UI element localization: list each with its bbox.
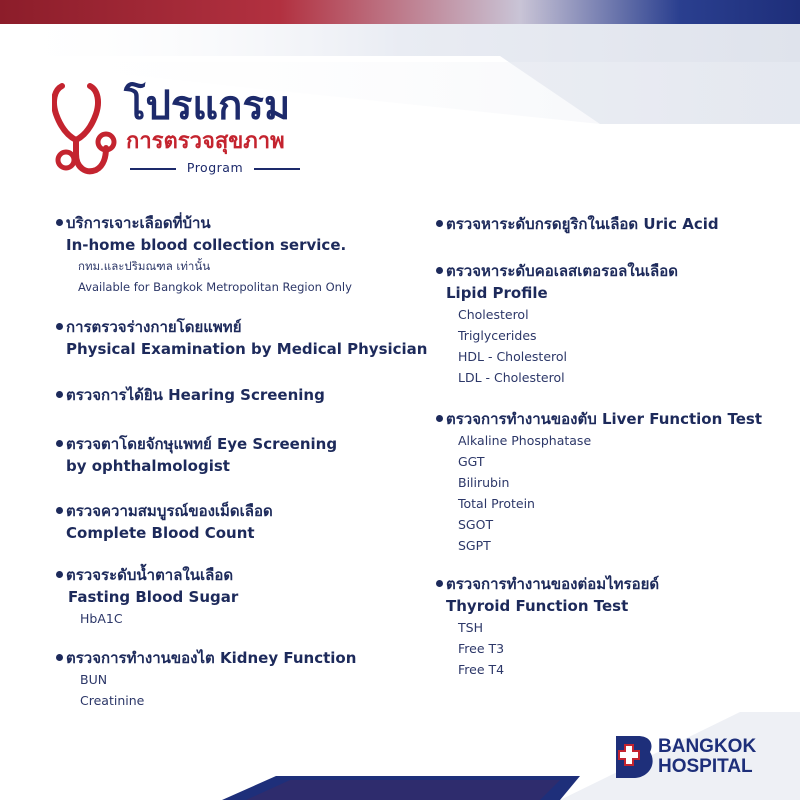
item-detail: TSH xyxy=(458,620,483,635)
item-subtitle: Lipid Profile xyxy=(446,284,548,302)
item-uric-acid xyxy=(436,213,786,235)
bullet-icon xyxy=(56,654,63,661)
item-title: ตรวจระดับน้ำตาลในเลือด xyxy=(66,566,234,584)
item-detail: กทม.และปริมณฑล เท่านั้น xyxy=(78,259,211,273)
item-detail: Bilirubin xyxy=(458,475,510,490)
item-physical-examination xyxy=(56,316,436,360)
item-title: ตรวจการทำงานของไต Kidney Function xyxy=(66,649,357,667)
item-detail: GGT xyxy=(458,454,485,469)
bangkok-hospital-logo xyxy=(614,736,774,782)
item-detail: SGPT xyxy=(458,538,491,553)
item-detail: Total Protein xyxy=(458,496,535,511)
stethoscope-icon xyxy=(52,80,120,180)
item-title: ตรวจการทำงานของตับ Liver Function Test xyxy=(446,410,763,428)
item-detail: HbA1C xyxy=(80,611,123,626)
title-subtitle: การตรวจสุขภาพ xyxy=(126,129,285,154)
program-title xyxy=(52,80,312,180)
item-fasting-blood-sugar xyxy=(56,564,436,629)
item-detail: Free T4 xyxy=(458,662,505,677)
bullet-icon xyxy=(436,220,443,227)
item-liver-function xyxy=(436,408,786,556)
bullet-icon xyxy=(56,571,63,578)
item-title: ตรวจหาระดับกรดยูริกในเลือด Uric Acid xyxy=(446,215,719,233)
item-title: ตรวจตาโดยจักษุแพทย์ Eye Screening xyxy=(66,435,338,453)
item-title: ตรวจหาระดับคอเลสเตอรอลในเลือด xyxy=(446,262,678,280)
item-detail: Cholesterol xyxy=(458,307,529,322)
divider-right xyxy=(254,168,300,170)
item-detail: Creatinine xyxy=(80,693,145,708)
item-title: ตรวจความสมบูรณ์ของเม็ดเลือด xyxy=(66,502,273,520)
item-subtitle: Thyroid Function Test xyxy=(446,597,629,615)
item-kidney-function xyxy=(56,647,436,711)
item-home-blood-collection xyxy=(56,212,436,298)
item-detail: SGOT xyxy=(458,517,494,532)
item-detail: BUN xyxy=(80,672,108,687)
item-eye-screening xyxy=(56,433,436,477)
item-title: ตรวจการทำงานของต่อมไทรอยด์ xyxy=(446,575,660,593)
bullet-icon xyxy=(436,267,443,274)
item-title: บริการเจาะเลือดที่บ้าน xyxy=(66,214,211,232)
item-subtitle: Fasting Blood Sugar xyxy=(68,588,239,606)
item-hearing-screening xyxy=(56,384,436,406)
item-thyroid-function xyxy=(436,573,786,680)
item-subtitle: Physical Examination by Medical Physician xyxy=(66,340,428,358)
logo-text-line1: BANGKOK xyxy=(658,736,757,757)
item-detail: Available for Bangkok Metropolitan Region Only xyxy=(78,280,352,294)
item-detail: LDL - Cholesterol xyxy=(458,370,565,385)
item-detail: Alkaline Phosphatase xyxy=(458,433,592,448)
bullet-icon xyxy=(436,580,443,587)
bullet-icon xyxy=(56,507,63,514)
title-main: โปรแกรม xyxy=(124,83,291,129)
bullet-icon xyxy=(436,415,443,422)
item-title: ตรวจการได้ยิน Hearing Screening xyxy=(66,386,325,404)
hospital-cross-logo-icon xyxy=(614,736,654,778)
program-label-row xyxy=(130,160,300,176)
logo-text-line2: HOSPITAL xyxy=(658,756,753,777)
bullet-icon xyxy=(56,219,63,226)
item-title: การตรวจร่างกายโดยแพทย์ xyxy=(66,318,242,336)
item-lipid-profile xyxy=(436,260,786,388)
bullet-icon xyxy=(56,440,63,447)
item-detail: Triglycerides xyxy=(458,328,537,343)
bullet-icon xyxy=(56,323,63,330)
bullet-icon xyxy=(56,391,63,398)
program-label: Program xyxy=(186,160,244,175)
item-subtitle: Complete Blood Count xyxy=(66,524,255,542)
item-detail: HDL - Cholesterol xyxy=(458,349,567,364)
item-subtitle: by ophthalmologist xyxy=(66,457,230,475)
item-subtitle: In-home blood collection service. xyxy=(66,236,347,254)
item-detail: Free T3 xyxy=(458,641,505,656)
item-complete-blood-count xyxy=(56,500,436,544)
